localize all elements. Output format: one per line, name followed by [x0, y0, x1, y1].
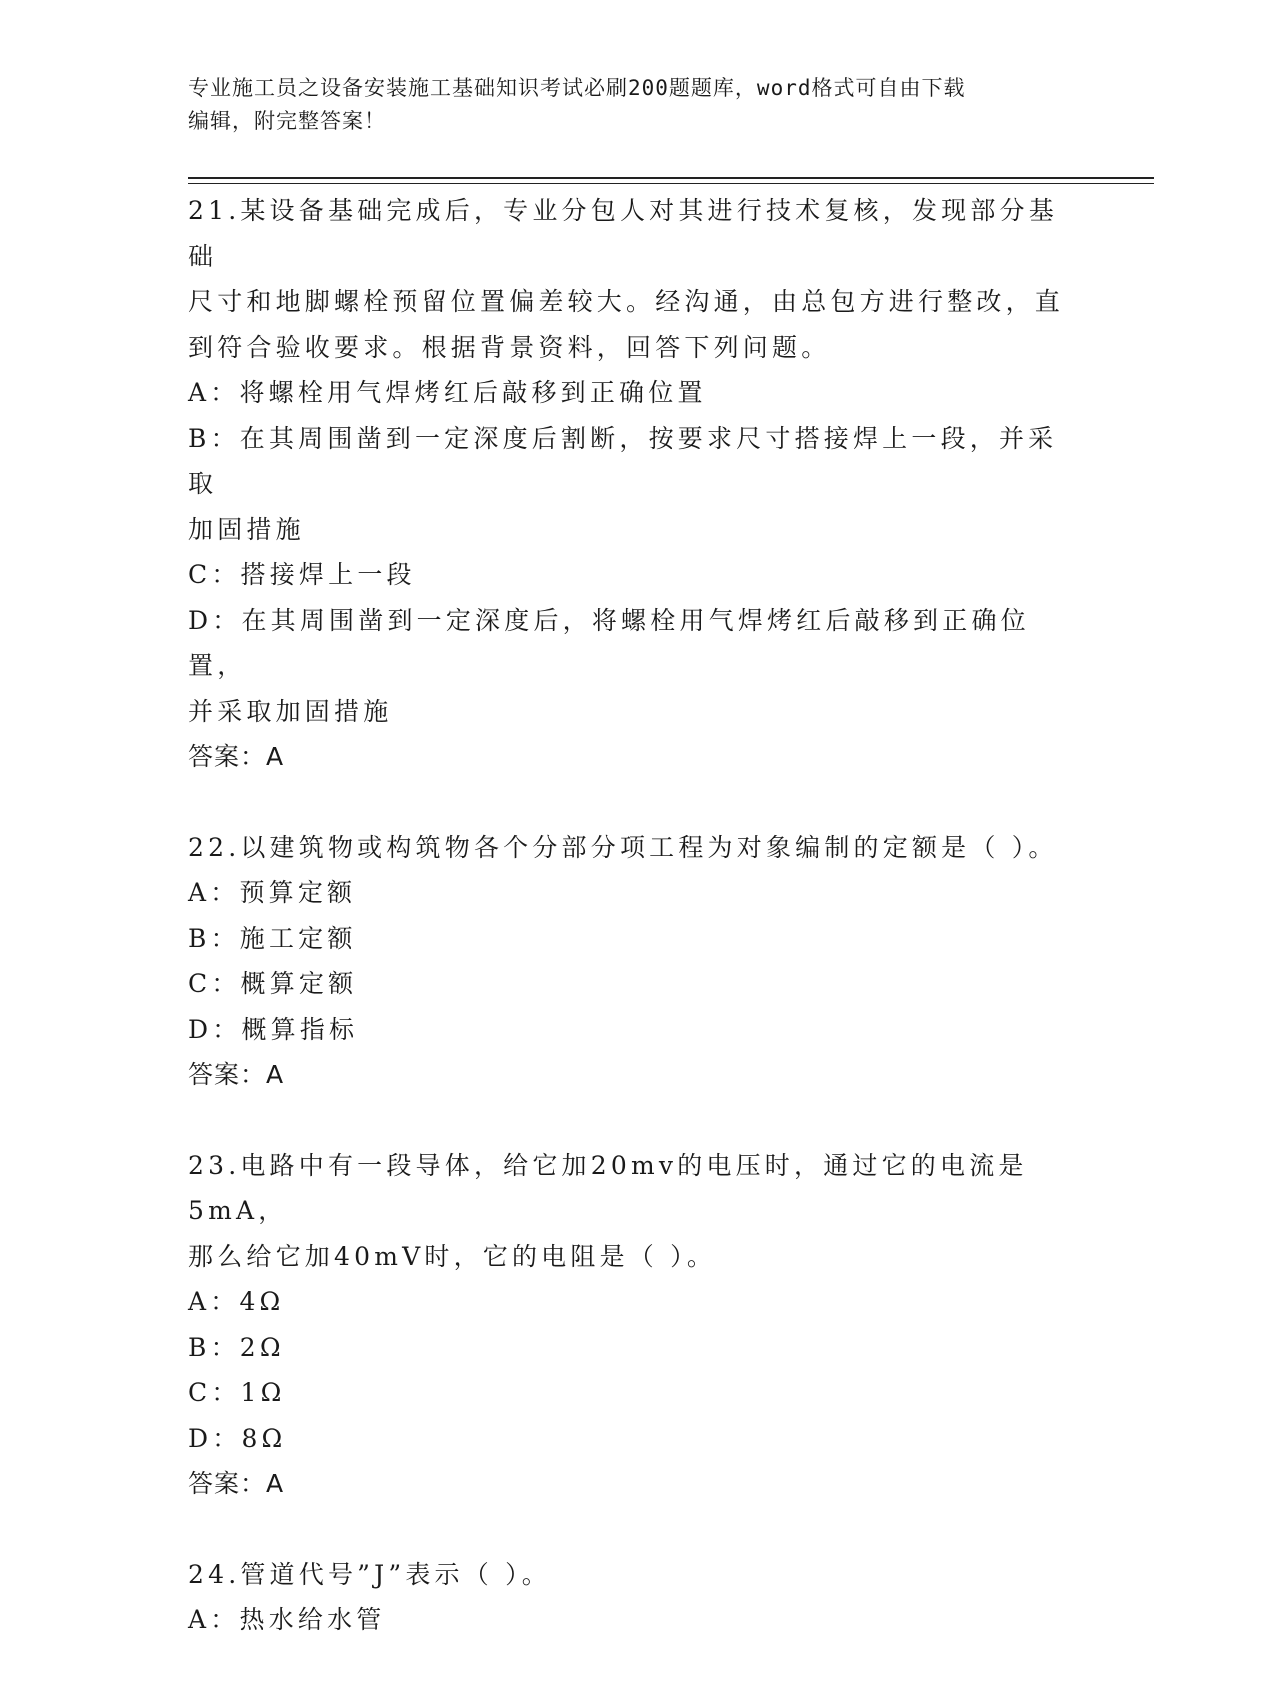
- header-line-1: 专业施工员之设备安装施工基础知识考试必刷200题题库，word格式可自由下载: [188, 76, 966, 100]
- option-c: C：搭接焊上一段: [188, 560, 416, 589]
- header-line-2: 编辑，附完整答案！: [188, 109, 386, 133]
- header-divider-thick: [188, 177, 1154, 179]
- option-d: D：在其周围凿到一定深度后，将螺栓用气焊烤红后敲移到正确位置，: [188, 605, 1030, 680]
- option-d: D：8Ω: [188, 1423, 287, 1453]
- option-b-continued: 加固措施: [188, 514, 305, 544]
- question-stem-line: 24.管道代号”J”表示（ ）。: [188, 1559, 551, 1589]
- document-header: [188, 72, 1068, 138]
- option-b: B：施工定额: [188, 923, 357, 953]
- option-c: C：概算定额: [188, 969, 358, 998]
- option-a: A：将螺栓用气焊烤红后敲移到正确位置: [188, 378, 707, 407]
- answer-label: 答案：A: [188, 1060, 285, 1089]
- question-stem-line: 到符合验收要求。根据背景资料，回答下列问题。: [188, 332, 831, 362]
- question-list: [188, 188, 1078, 1688]
- question-22: [188, 825, 1078, 1098]
- option-d-continued: 并采取加固措施: [188, 696, 393, 726]
- option-d: D：概算指标: [188, 1014, 359, 1044]
- option-a: A：热水给水管: [188, 1605, 386, 1634]
- option-b: B：2Ω: [188, 1332, 285, 1362]
- option-a: A：4Ω: [188, 1287, 285, 1316]
- question-stem-line: 22.以建筑物或构筑物各个分部分项工程为对象编制的定额是（ ）。: [188, 832, 1058, 862]
- answer-label: 答案：A: [188, 742, 285, 771]
- question-stem-line: 23.电路中有一段导体，给它加20mv的电压时，通过它的电流是5mA，: [188, 1150, 1028, 1225]
- question-24: [188, 1552, 1078, 1643]
- question-21: [188, 188, 1078, 780]
- question-stem-line: 那么给它加40mV时，它的电阻是（ ）。: [188, 1241, 717, 1271]
- option-a: A：预算定额: [188, 878, 357, 907]
- option-b: B：在其周围凿到一定深度后割断，按要求尺寸搭接焊上一段，并采取: [188, 423, 1058, 498]
- question-stem-line: 尺寸和地脚螺栓预留位置偏差较大。经沟通，由总包方进行整改，直: [188, 287, 1065, 316]
- answer-label: 答案：A: [188, 1469, 285, 1498]
- question-23: [188, 1143, 1078, 1507]
- question-stem-line: 21.某设备基础完成后，专业分包人对其进行技术复核，发现部分基础: [188, 196, 1058, 271]
- header-divider-thin: [188, 183, 1154, 184]
- option-c: C：1Ω: [188, 1378, 286, 1407]
